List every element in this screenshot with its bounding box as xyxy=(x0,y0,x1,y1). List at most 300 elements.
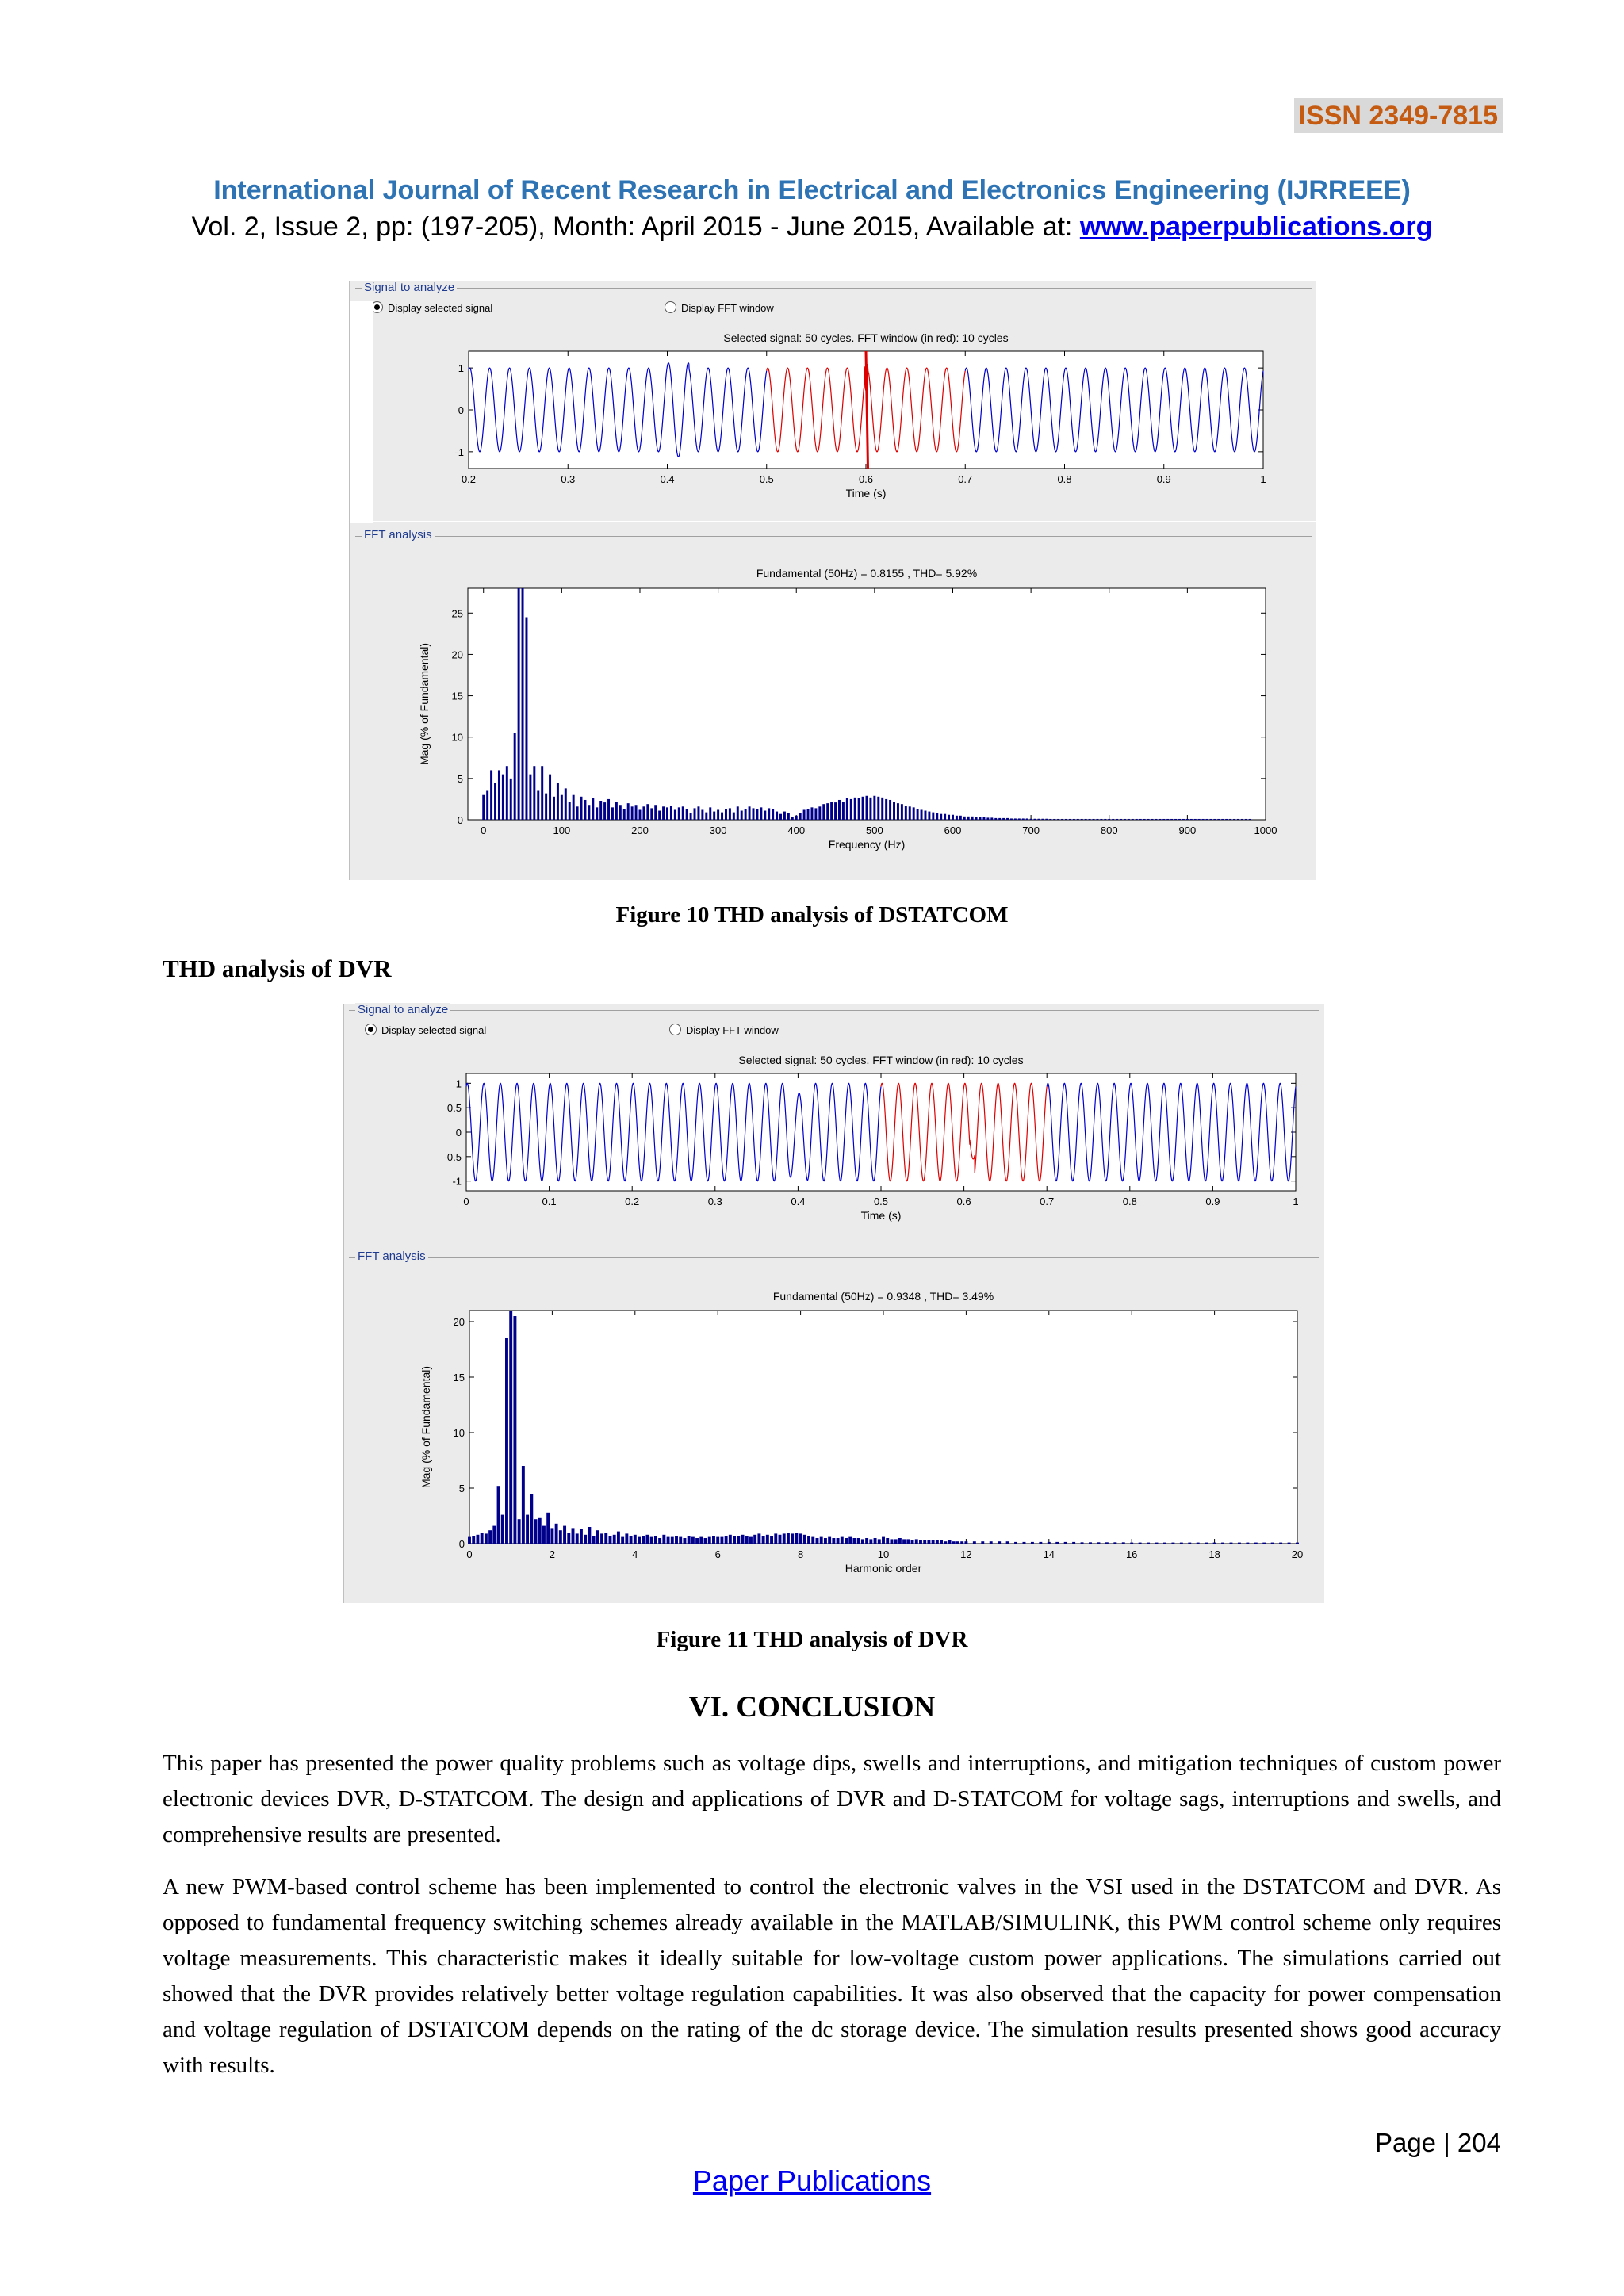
fft-bar xyxy=(1288,1543,1291,1544)
fig10-radio-fft-label: Display FFT window xyxy=(681,302,774,314)
plot-area xyxy=(469,1311,1297,1544)
fft-bar xyxy=(1081,819,1083,820)
y-tick-label: 1 xyxy=(458,362,464,375)
fft-bar xyxy=(932,1540,935,1544)
fft-bar xyxy=(901,804,903,820)
fft-bar xyxy=(845,1538,848,1544)
fft-bar xyxy=(854,798,856,820)
fft-bar xyxy=(885,799,887,820)
fft-bar xyxy=(787,813,790,820)
fft-bar xyxy=(729,1535,732,1544)
fft-bar xyxy=(919,1540,922,1544)
fft-bar xyxy=(580,1529,583,1544)
fft-bar xyxy=(760,807,762,820)
fft-bar xyxy=(894,1539,898,1544)
fft-bar xyxy=(1229,819,1231,820)
conclusion-paragraph-1: This paper has presented the power quality problems such as voltage dips, swells and interruptions, and mitigation techniques of custom power electronic devices DVR, D-STATCOM. The design and applications of DVR and D-STATCOM for voltage sags, interruptions and swells, and comprehensive results are presented. xyxy=(163,1751,1501,1847)
fft-bar xyxy=(1198,819,1201,820)
fig10-fft-group-line xyxy=(355,536,1312,537)
fft-bar xyxy=(1139,819,1142,820)
fft-bar xyxy=(690,813,692,820)
fft-bar xyxy=(1170,819,1173,820)
fft-bar xyxy=(550,1528,553,1544)
fft-bar xyxy=(733,813,735,820)
fft-bar xyxy=(838,800,841,820)
fft-bar xyxy=(1097,1542,1100,1544)
fft-bar xyxy=(596,807,598,820)
fft-bar xyxy=(986,817,989,820)
fft-bar xyxy=(770,1536,773,1544)
fft-bar xyxy=(795,816,798,820)
fft-bar xyxy=(1014,1542,1017,1544)
y-tick-label: 5 xyxy=(458,1483,465,1494)
fft-bar xyxy=(609,1536,612,1544)
fft-bar xyxy=(563,1526,566,1544)
y-tick-label: -0.5 xyxy=(443,1150,462,1163)
fft-bar xyxy=(667,1537,670,1544)
conclusion-heading: VI. CONCLUSION xyxy=(688,1691,936,1724)
fft-bar xyxy=(1053,819,1055,820)
fft-bar xyxy=(981,1541,984,1544)
x-tick-label: 10 xyxy=(877,1548,890,1560)
fft-bar xyxy=(688,1536,691,1544)
fft-bar xyxy=(505,1338,508,1544)
fft-bar xyxy=(1213,1543,1216,1544)
fft-bar xyxy=(866,796,868,820)
fft-bar xyxy=(810,807,813,820)
x-tick-label: 0.6 xyxy=(956,1196,971,1207)
y-tick-label: 0 xyxy=(458,404,464,416)
fft-bar xyxy=(509,1311,512,1544)
fft-bar xyxy=(538,1518,542,1544)
fft-bar xyxy=(913,807,915,820)
fft-bar xyxy=(757,1533,760,1544)
fft-bar xyxy=(506,766,508,820)
fft-bar xyxy=(1245,819,1247,820)
fft-bar xyxy=(841,1537,844,1544)
fft-bar xyxy=(486,791,488,821)
fft-bar xyxy=(526,1515,529,1544)
fft-bar xyxy=(998,1541,1001,1544)
fig10-caption: Figure 10 THD analysis of DSTATCOM xyxy=(615,902,1009,928)
x-tick-label: 4 xyxy=(632,1548,638,1560)
fft-bar xyxy=(1238,1543,1241,1544)
fft-bar xyxy=(650,808,653,820)
fft-bar xyxy=(921,809,923,820)
x-tick-label: 200 xyxy=(631,825,649,836)
fft-bar xyxy=(533,766,535,820)
fft-bar xyxy=(1093,819,1095,820)
x-tick-label: 2 xyxy=(549,1548,556,1560)
fft-bar xyxy=(994,818,997,820)
fft-bar xyxy=(1041,819,1044,820)
fft-bar xyxy=(749,806,751,820)
fft-bar xyxy=(1112,819,1114,820)
fft-bar xyxy=(783,812,786,820)
fft-bar xyxy=(816,1538,819,1544)
fig10-signal-group-label: Signal to analyze xyxy=(362,281,457,294)
fft-bar xyxy=(699,1537,703,1544)
fft-bar xyxy=(498,770,500,820)
fft-bar xyxy=(716,1537,719,1544)
fft-bar xyxy=(642,806,645,820)
fft-bar xyxy=(814,808,817,820)
fft-bar xyxy=(952,815,954,820)
fft-bar xyxy=(905,806,907,820)
fft-bar xyxy=(691,1537,695,1544)
fig10-fft-group-label: FFT analysis xyxy=(362,528,435,541)
fft-bar xyxy=(869,1539,872,1544)
y-tick-label: 20 xyxy=(451,649,463,661)
fft-bar xyxy=(1045,819,1048,820)
fft-bar xyxy=(682,806,684,820)
fft-bar xyxy=(472,1536,475,1544)
fft-bar xyxy=(1190,819,1193,820)
fft-bar xyxy=(774,1533,777,1544)
fft-bar xyxy=(1128,819,1130,820)
chart-title: Fundamental (50Hz) = 0.8155 , THD= 5.92% xyxy=(756,567,978,580)
fft-bar xyxy=(492,1526,496,1544)
fft-bar xyxy=(1132,819,1134,820)
fft-bar xyxy=(886,1538,889,1544)
fft-bar xyxy=(1246,1543,1249,1544)
fft-bar xyxy=(658,1538,661,1544)
fft-bar xyxy=(1188,1543,1191,1544)
fft-bar xyxy=(779,1535,782,1544)
fft-bar xyxy=(1147,1543,1150,1544)
x-tick-label: 0.3 xyxy=(561,473,576,485)
fft-bar xyxy=(476,1535,479,1544)
fft-bar xyxy=(848,1537,852,1544)
fft-bar xyxy=(1159,819,1161,820)
fft-bar xyxy=(824,1538,827,1544)
fft-bar xyxy=(522,1466,525,1544)
fft-bar xyxy=(1023,1542,1026,1544)
fft-bar xyxy=(584,1535,587,1544)
y-tick-label: -1 xyxy=(454,446,464,458)
fft-bar xyxy=(555,1524,558,1544)
fft-bar xyxy=(621,1537,624,1544)
fft-bar xyxy=(764,811,766,820)
fft-bar xyxy=(779,814,782,820)
journal-title: International Journal of Recent Research in Electrical and Electronics Engineering (IJRREEE) xyxy=(213,175,1411,205)
x-tick-label: 500 xyxy=(866,825,883,836)
fft-bar xyxy=(1155,1543,1159,1544)
fig11-fft-group-label: FFT analysis xyxy=(355,1249,428,1263)
fft-bar xyxy=(911,1540,914,1544)
fft-bar xyxy=(853,1538,856,1544)
x-tick-label: 0.4 xyxy=(791,1196,806,1207)
fft-bar xyxy=(525,618,527,821)
fft-bar xyxy=(842,802,845,820)
fft-bar xyxy=(959,816,962,820)
fft-bar xyxy=(1089,819,1091,820)
fft-bar xyxy=(1120,819,1122,820)
x-tick-label: 0.5 xyxy=(873,1196,889,1207)
fft-bar xyxy=(1122,1542,1125,1544)
fft-bar xyxy=(799,1533,802,1544)
fft-bar xyxy=(776,812,778,820)
x-tick-label: 0 xyxy=(463,1196,469,1207)
fig11-signal-group-label: Signal to analyze xyxy=(355,1003,450,1016)
fft-bar xyxy=(630,1536,633,1544)
x-tick-label: 0.2 xyxy=(625,1196,640,1207)
fft-bar xyxy=(897,803,899,820)
x-tick-label: 16 xyxy=(1125,1548,1138,1560)
x-tick-label: 0.1 xyxy=(542,1196,557,1207)
fft-bar xyxy=(1116,819,1118,820)
fft-bar xyxy=(869,798,871,820)
fft-bar xyxy=(1197,1543,1200,1544)
x-tick-label: 400 xyxy=(787,825,806,836)
volume-text: Vol. 2, Issue 2, pp: (197-205), Month: April 2015 - June 2015, Available at: xyxy=(191,212,1080,242)
fft-bar xyxy=(1162,819,1165,820)
fft-bar xyxy=(1186,819,1189,820)
fft-bar xyxy=(679,1537,682,1544)
fft-bar xyxy=(1262,1543,1266,1544)
fft-bar xyxy=(928,812,930,820)
fft-bar xyxy=(713,812,715,820)
chart-title: Selected signal: 50 cycles. FFT window (in red): 10 cycles xyxy=(723,331,1009,344)
fft-bar xyxy=(952,1541,956,1544)
conclusion-paragraph-2: A new PWM-based control scheme has been implemented to control the electronic valves in the VSI used in the DSTATCOM and DVR. As opposed to fundamental frequency switching schemes already available in the MATLAB/SIMULINK, this PWM control scheme only requires voltage measurements. This characteristic makes it ideally suitable for low-voltage custom power applications. The simulations carried out showed that the DVR provides relatively better voltage regulation capabilities. It was also observed that the capacity for power compensation and voltage regulation of DSTATCOM depends on the rating of the dc storage device. The simulation results presented shows good accuracy with results. xyxy=(163,1874,1501,2078)
fft-bar xyxy=(749,1537,753,1544)
x-tick-label: 0.9 xyxy=(1156,473,1171,485)
fft-bar xyxy=(846,798,848,820)
fft-bar xyxy=(818,806,821,820)
fft-bar xyxy=(518,1519,521,1544)
y-tick-label: 0 xyxy=(457,814,463,826)
fft-bar xyxy=(915,1539,918,1544)
fft-bar xyxy=(956,1541,959,1544)
fft-bar xyxy=(576,806,579,820)
fft-bar xyxy=(639,809,642,820)
fft-bar xyxy=(850,799,852,820)
fft-bar xyxy=(737,1536,740,1544)
fft-bar xyxy=(865,1538,868,1544)
fft-bar xyxy=(683,1538,686,1544)
fft-bar xyxy=(882,1537,885,1544)
fft-bar xyxy=(1064,1542,1067,1544)
fft-bar xyxy=(1230,1543,1233,1544)
fft-bar xyxy=(936,1540,939,1544)
fft-bar xyxy=(881,798,883,820)
fft-bar xyxy=(529,775,531,820)
fft-bar xyxy=(1202,819,1205,820)
fft-bar xyxy=(1163,1543,1166,1544)
journal-url-link[interactable]: www.paperpublications.org xyxy=(1079,212,1433,242)
fft-bar xyxy=(1213,819,1216,820)
fft-bar xyxy=(834,802,837,820)
fft-bar xyxy=(572,1528,575,1544)
fft-bar xyxy=(873,796,875,820)
fft-bar xyxy=(686,809,688,820)
fft-bar xyxy=(1069,819,1071,820)
fft-bar xyxy=(712,1536,715,1544)
y-tick-label: 15 xyxy=(451,690,463,702)
fft-bar xyxy=(1061,819,1063,820)
fft-bar xyxy=(611,807,614,820)
fft-bar xyxy=(857,1538,860,1544)
fft-bar xyxy=(717,809,719,820)
fft-bar xyxy=(1014,818,1017,820)
x-tick-label: 0.6 xyxy=(858,473,874,485)
fft-bar xyxy=(890,1539,893,1544)
x-tick-label: 0.2 xyxy=(461,473,477,485)
fft-bar xyxy=(940,1540,943,1544)
fft-bar xyxy=(1006,1541,1009,1544)
fft-bar xyxy=(666,807,668,820)
fft-bar xyxy=(625,1533,628,1544)
fft-bar xyxy=(501,1515,504,1544)
fft-bar xyxy=(803,809,806,820)
fft-bar xyxy=(729,808,731,820)
x-tick-label: 0.8 xyxy=(1122,1196,1137,1207)
fft-bar xyxy=(646,804,649,820)
fft-bar xyxy=(671,1537,674,1544)
fft-bar xyxy=(485,1533,488,1544)
fft-bar xyxy=(733,1536,736,1544)
fft-bar xyxy=(923,1540,926,1544)
fft-bar xyxy=(1194,819,1197,820)
fft-bar xyxy=(596,1530,599,1544)
fft-bar xyxy=(924,811,926,820)
y-tick-label: 20 xyxy=(453,1316,465,1328)
fft-bar xyxy=(1155,819,1157,820)
fft-bar xyxy=(627,803,630,820)
fft-bar xyxy=(745,1536,749,1544)
chart-title: Fundamental (50Hz) = 0.9348 , THD= 3.49% xyxy=(772,1290,994,1303)
fft-bar xyxy=(1002,818,1005,820)
fft-bar xyxy=(1034,819,1036,820)
fft-bar xyxy=(510,779,512,820)
fft-bar xyxy=(695,1538,699,1544)
fft-bar xyxy=(565,788,567,820)
issn-badge: ISSN 2349-7815 xyxy=(1294,98,1503,133)
fft-bar xyxy=(791,1533,794,1544)
fft-bar xyxy=(603,802,606,820)
x-tick-label: 20 xyxy=(1291,1548,1304,1560)
x-tick-label: 700 xyxy=(1022,825,1040,836)
fft-bar xyxy=(488,1530,492,1544)
fft-bar xyxy=(662,1535,665,1544)
fft-bar xyxy=(482,795,485,820)
fft-bar xyxy=(588,1527,591,1544)
page-number: Page | 204 xyxy=(1374,2128,1501,2157)
fft-bar xyxy=(1072,1542,1075,1544)
fft-bar xyxy=(837,1538,840,1544)
x-axis-label: Time (s) xyxy=(860,1209,902,1222)
fft-bar xyxy=(753,808,755,820)
fft-bar xyxy=(1077,819,1079,820)
fft-bar xyxy=(909,806,911,820)
x-tick-label: 18 xyxy=(1208,1548,1220,1560)
fft-bar xyxy=(502,775,504,820)
fft-bar xyxy=(518,588,520,820)
fft-bar xyxy=(1171,1543,1174,1544)
fft-bar xyxy=(971,817,974,820)
fft-bar xyxy=(741,811,743,820)
publisher-footer-link[interactable]: Paper Publications xyxy=(692,2164,932,2197)
fft-bar xyxy=(1018,818,1021,820)
fft-bar xyxy=(1237,819,1239,820)
fft-bar xyxy=(1096,819,1098,820)
fft-bar xyxy=(975,817,978,820)
fft-bar xyxy=(607,799,610,820)
fft-bar xyxy=(557,783,559,820)
fft-bar xyxy=(772,809,774,820)
fft-bar xyxy=(741,1535,745,1544)
fft-bar xyxy=(1217,819,1220,820)
fft-bar xyxy=(615,802,618,820)
fft-bar xyxy=(1089,1542,1092,1544)
fft-bar xyxy=(1031,1542,1034,1544)
fft-bar xyxy=(1073,819,1075,820)
fft-bar xyxy=(973,1541,976,1544)
y-tick-label: 10 xyxy=(453,1427,465,1439)
fft-bar xyxy=(1221,1543,1224,1544)
fft-bar xyxy=(1081,1542,1084,1544)
fft-bar xyxy=(1233,819,1235,820)
fft-bar xyxy=(635,805,638,820)
fft-bar xyxy=(745,809,747,820)
fft-bar xyxy=(874,1538,877,1544)
fft-bar xyxy=(1130,1543,1133,1544)
fft-bar xyxy=(514,733,516,821)
fft-bar xyxy=(1065,819,1067,820)
fft-bar xyxy=(936,813,938,820)
fft-bar xyxy=(588,805,590,820)
x-tick-label: 0.9 xyxy=(1205,1196,1220,1207)
fft-bar xyxy=(889,800,891,820)
fft-bar xyxy=(1221,819,1224,820)
fft-bar xyxy=(1180,1543,1183,1544)
fft-bar xyxy=(1143,819,1146,820)
fft-bar xyxy=(553,797,555,820)
fft-bar xyxy=(720,1537,723,1544)
y-tick-label: 10 xyxy=(451,731,463,744)
plot-area xyxy=(466,1073,1296,1191)
fft-bar xyxy=(861,1539,864,1544)
fft-bar xyxy=(756,809,758,820)
x-tick-label: 1 xyxy=(1293,1196,1299,1207)
fft-bar xyxy=(1139,1543,1142,1544)
fft-bar xyxy=(1178,819,1181,820)
y-tick-label: -1 xyxy=(452,1175,462,1188)
fft-bar xyxy=(960,1541,963,1544)
x-tick-label: 0.7 xyxy=(1040,1196,1055,1207)
fft-bar xyxy=(600,1533,603,1544)
fft-bar xyxy=(567,1533,570,1544)
fft-bar xyxy=(1085,819,1087,820)
x-tick-label: 100 xyxy=(553,825,571,836)
fft-bar xyxy=(490,770,492,820)
fig11-radio-selected-label: Display selected signal xyxy=(381,1024,487,1036)
fft-bar xyxy=(1055,1542,1059,1544)
x-tick-label: 0.3 xyxy=(707,1196,722,1207)
fig10-separator xyxy=(350,521,1316,522)
fft-bar xyxy=(906,1539,910,1544)
fft-bar xyxy=(902,1539,906,1544)
x-tick-label: 14 xyxy=(1043,1548,1055,1560)
fft-bar xyxy=(604,1533,607,1544)
x-axis-label: Frequency (Hz) xyxy=(828,838,906,851)
fft-bar xyxy=(940,814,942,820)
fft-bar xyxy=(561,795,563,820)
fft-bar xyxy=(497,1486,500,1544)
fft-bar xyxy=(1166,819,1169,820)
fft-bar xyxy=(599,801,602,820)
